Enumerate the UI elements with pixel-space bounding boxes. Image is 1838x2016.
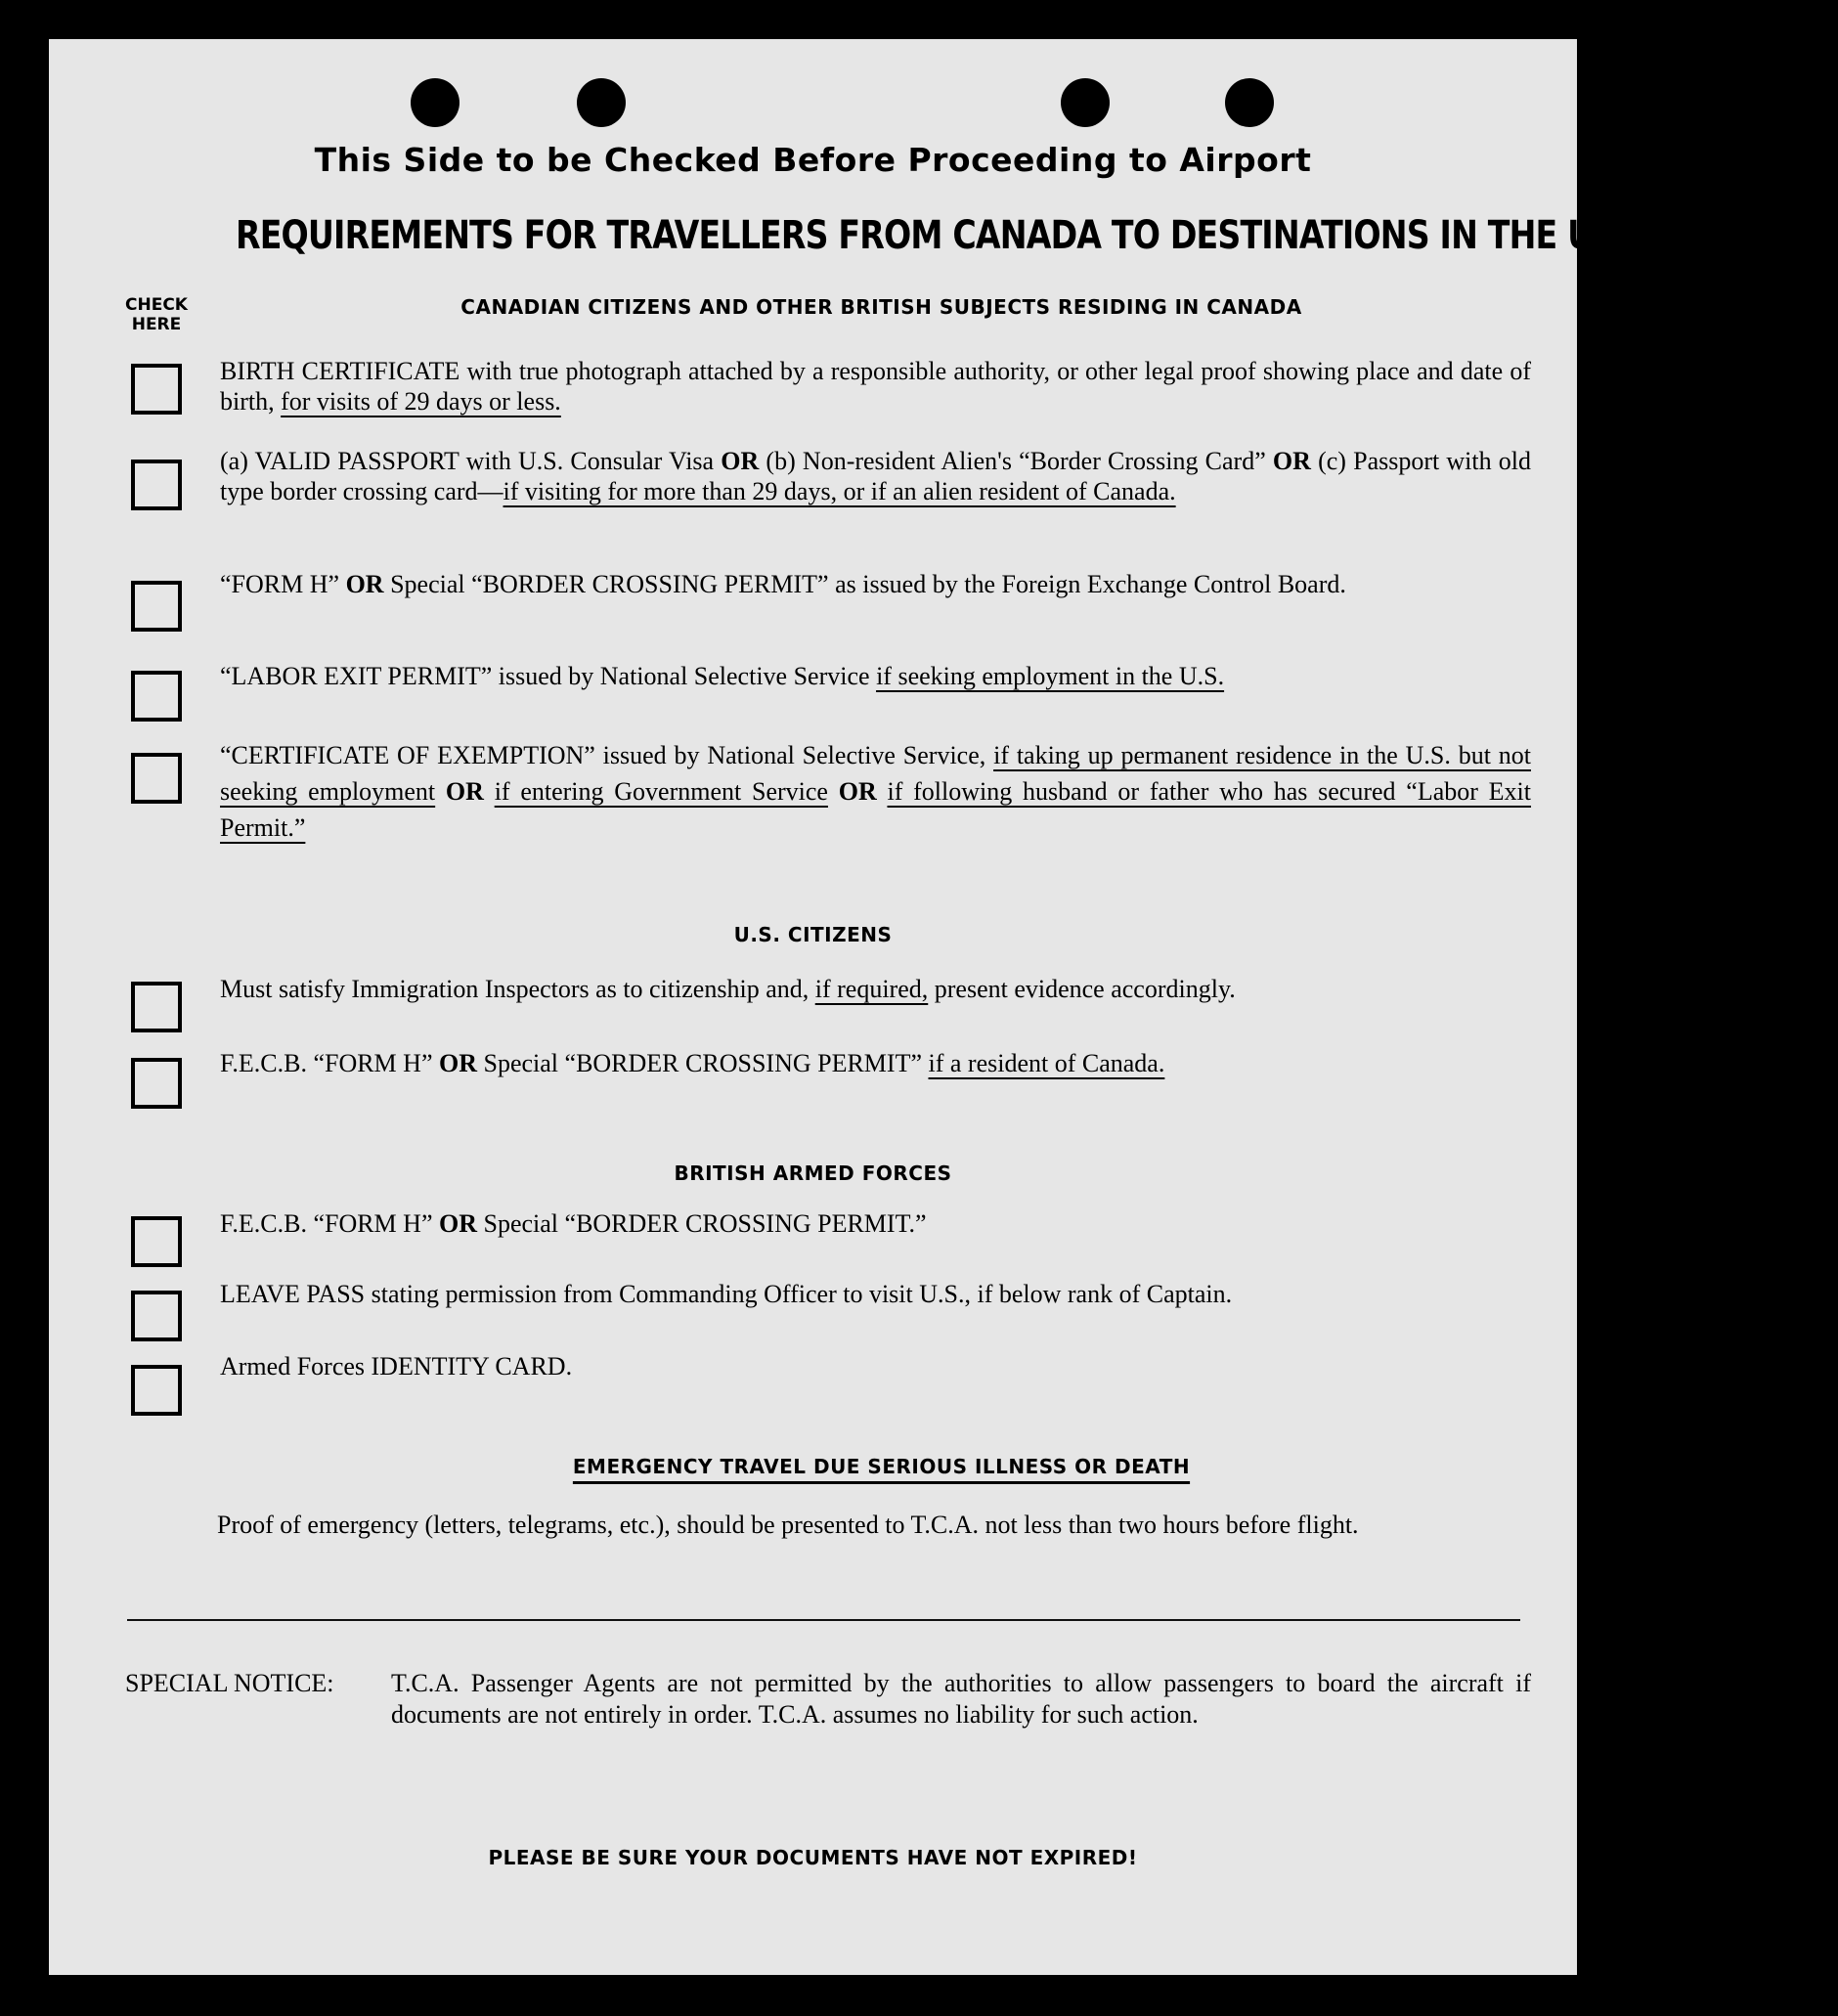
item-condition: if seeking employment in the U.S. xyxy=(876,662,1225,690)
item-text: “LABOR EXIT PERMIT” issued by National Selective Service xyxy=(220,662,877,690)
item-text: Special “BORDER CROSSING PERMIT” as issued by the Foreign Exchange Control Board. xyxy=(383,570,1346,598)
special-notice-label: SPECIAL NOTICE: xyxy=(125,1669,334,1697)
item-certificate-of-exemption xyxy=(220,737,1531,846)
checkbox-valid-passport[interactable] xyxy=(131,460,182,510)
item-valid-passport xyxy=(220,446,1531,506)
or-keyword: OR xyxy=(345,570,384,598)
item-identity-card: Armed Forces IDENTITY CARD. xyxy=(220,1352,573,1381)
checkbox-satisfy-inspectors[interactable] xyxy=(131,982,182,1032)
checkbox-birth-certificate[interactable] xyxy=(131,364,182,415)
item-text: present evidence accordingly. xyxy=(928,975,1236,1003)
checkbox-british-form-h[interactable] xyxy=(131,1216,182,1267)
punch-hole xyxy=(1061,78,1110,127)
check-here-line1: CHECK xyxy=(125,295,188,315)
document-page xyxy=(49,39,1838,1975)
item-text: Must satisfy Immigration Inspectors as to citizenship and, xyxy=(220,975,815,1003)
item-british-form-h xyxy=(220,1208,1531,1239)
item-birth-certificate xyxy=(220,356,1531,416)
page-subtitle: This Side to be Checked Before Proceeding to Airport xyxy=(314,141,1312,179)
or-keyword: OR xyxy=(445,777,484,806)
item-us-form-h xyxy=(220,1048,1531,1078)
item-condition: if visiting for more than 29 days, or if an alien resident of Canada. xyxy=(503,477,1176,505)
checkbox-leave-pass[interactable] xyxy=(131,1291,182,1341)
item-leave-pass: LEAVE PASS stating permission from Commanding Officer to visit U.S., if below rank of Captain. xyxy=(220,1280,1233,1308)
punch-hole xyxy=(411,78,460,127)
item-text: F.E.C.B. “FORM H” xyxy=(220,1209,439,1238)
checkbox-labor-exit-permit[interactable] xyxy=(131,671,182,722)
special-notice-text: T.C.A. Passenger Agents are not permitted by the authorities to allow passengers to board the aircraft if documents are not entirely in order. T.C.A. assumes no liability for such action. xyxy=(391,1669,1531,1729)
footer-warning: PLEASE BE SURE YOUR DOCUMENTS HAVE NOT EXPIRED! xyxy=(488,1846,1138,1869)
item-satisfy-inspectors xyxy=(220,974,1531,1004)
item-condition: if taking up permanent residence in the U.S. but not seeking employment xyxy=(220,741,1531,806)
page-title: REQUIREMENTS FOR TRAVELLERS FROM CANADA TO DESTINATIONS IN THE UNITED STATES xyxy=(235,213,1838,258)
punch-hole xyxy=(577,78,626,127)
or-keyword: OR xyxy=(1272,447,1311,475)
emergency-heading-text: EMERGENCY TRAVEL DUE SERIOUS ILLNESS OR DEATH xyxy=(572,1455,1191,1478)
emergency-text: Proof of emergency (letters, telegrams, etc.), should be presented to T.C.A. not less than two hours before flight. xyxy=(217,1511,1359,1539)
item-text: “FORM H” xyxy=(220,570,346,598)
item-condition: if required, xyxy=(814,975,929,1003)
item-text: BIRTH CERTIFICATE with true photograph attached by a responsible authority, or other legal proof showing place and date of birth, xyxy=(220,357,1531,416)
check-here-line2: HERE xyxy=(131,315,182,334)
or-keyword: OR xyxy=(721,447,760,475)
item-text: Special “BORDER CROSSING PERMIT” xyxy=(477,1049,929,1077)
section-heading-canadian: CANADIAN CITIZENS AND OTHER BRITISH SUBJECTS RESIDING IN CANADA xyxy=(460,295,1302,319)
item-text: (b) Non-resident Alien's “Border Crossing Card” xyxy=(759,447,1273,475)
section-heading-emergency xyxy=(186,1455,1577,1478)
item-text: Special “BORDER CROSSING PERMIT.” xyxy=(477,1209,927,1238)
or-keyword: OR xyxy=(439,1209,477,1238)
or-keyword: OR xyxy=(838,777,877,806)
check-here-label xyxy=(117,295,196,334)
item-text: F.E.C.B. “FORM H” xyxy=(220,1049,439,1077)
checkbox-form-h[interactable] xyxy=(131,581,182,632)
divider xyxy=(127,1619,1520,1621)
item-condition: if a resident of Canada. xyxy=(928,1049,1165,1077)
item-condition: if entering Government Service xyxy=(494,777,828,806)
item-labor-exit-permit xyxy=(220,661,1531,691)
item-form-h xyxy=(220,569,1531,599)
checkbox-us-form-h[interactable] xyxy=(131,1058,182,1109)
item-text: “CERTIFICATE OF EXEMPTION” issued by National Selective Service, xyxy=(220,741,994,769)
checkbox-identity-card[interactable] xyxy=(131,1365,182,1416)
punch-hole xyxy=(1225,78,1274,127)
item-text: (c) Passport with old type border crossing card— xyxy=(220,447,1532,505)
section-heading-british-armed-forces: BRITISH ARMED FORCES xyxy=(674,1161,952,1185)
item-condition: for visits of 29 days or less. xyxy=(281,387,561,416)
or-keyword: OR xyxy=(439,1049,477,1077)
item-condition: if following husband or father who has secured “Labor Exit Permit.” xyxy=(220,777,1532,842)
section-heading-us-citizens: U.S. CITIZENS xyxy=(733,923,893,946)
item-text: (a) VALID PASSPORT with U.S. Consular Visa xyxy=(220,447,722,475)
checkbox-certificate-of-exemption[interactable] xyxy=(131,753,182,804)
